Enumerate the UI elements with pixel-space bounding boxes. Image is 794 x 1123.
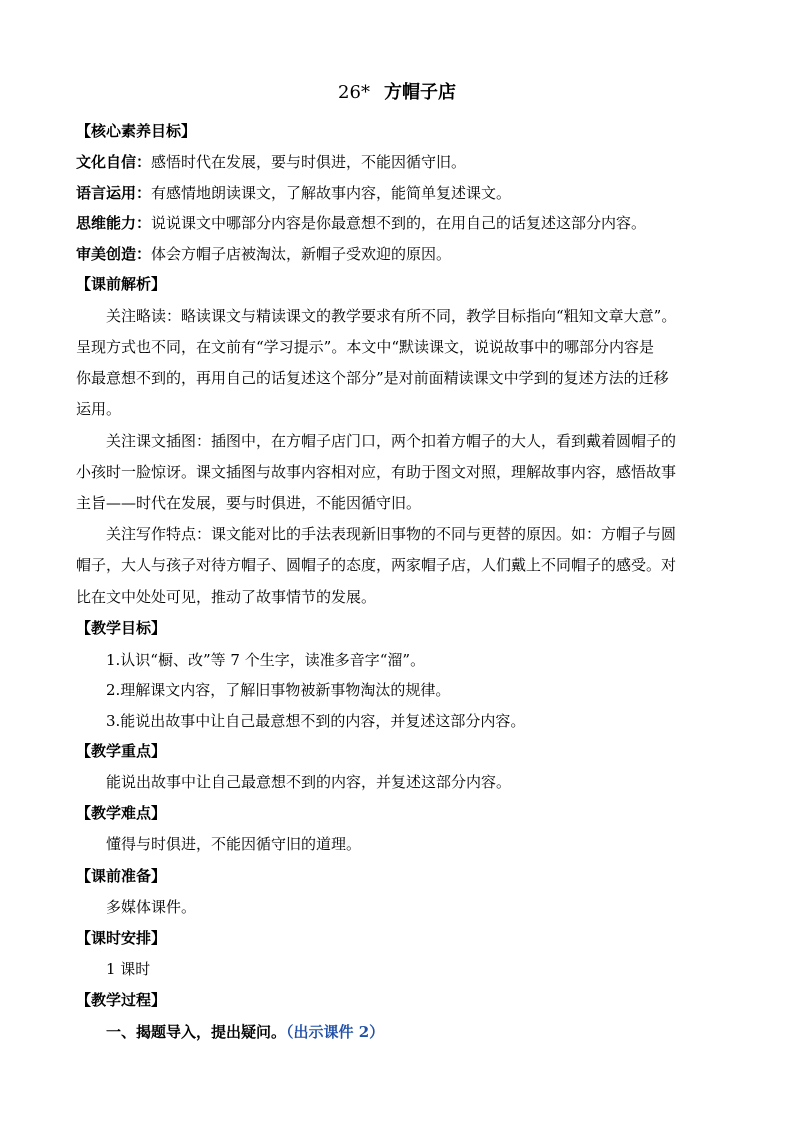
core-goal-label: 审美创造： — [76, 245, 152, 263]
core-goal-label: 文化自信： — [76, 153, 152, 171]
core-goal-item — [76, 213, 646, 233]
core-goal-text: 有感情地朗读课文，了解故事内容，能简单复述课文。 — [151, 184, 512, 202]
paragraph-line: 关注略读：略读课文与精读课文的教学要求有所不同，教学目标指向“粗知文章大意”。 — [106, 307, 677, 325]
paragraph-line: 帽子，大人与孩子对待方帽子、圆帽子的态度，两家帽子店，人们戴上不同帽子的感受。对 — [76, 556, 677, 574]
section-heading-key-points: 【教学重点】 — [76, 742, 167, 760]
core-goal-label: 语言运用： — [76, 184, 152, 202]
lesson-title-text: 方帽子店 — [383, 82, 456, 103]
process-step-title: 一、揭题导入，提出疑问。 — [106, 1023, 287, 1041]
section-heading-core-goals: 【核心素养目标】 — [76, 122, 197, 140]
core-goal-text: 感悟时代在发展，要与时俱进，不能因循守旧。 — [151, 153, 467, 171]
teaching-goal-item: 1.认识“橱、改”等 7 个生字，读准多音字“溜”。 — [106, 651, 426, 669]
difficulties-text: 懂得与时俱进，不能因循守旧的道理。 — [106, 835, 362, 853]
paragraph-line: 关注写作特点：课文能对比的手法表现新旧事物的不同与更替的原因。如：方帽子与圆 — [106, 525, 677, 543]
key-points-text: 能说出故事中让自己最意想不到的内容，并复述这部分内容。 — [106, 773, 512, 791]
section-heading-teaching-goals: 【教学目标】 — [76, 619, 167, 637]
section-heading-schedule: 【课时安排】 — [76, 929, 167, 947]
paragraph-line: 小孩时一脸惊讶。课文插图与故事内容相对应，有助于图文对照，理解故事内容，感悟故事 — [76, 463, 677, 481]
core-goal-item — [76, 244, 451, 264]
section-heading-difficulties: 【教学难点】 — [76, 804, 167, 822]
paragraph-line: 比在文中处处可见，推动了故事情节的发展。 — [76, 588, 377, 606]
process-step — [106, 1022, 384, 1042]
lesson-title — [0, 81, 794, 105]
teaching-goal-item: 3.能说出故事中让自己最意想不到的内容，并复述这部分内容。 — [106, 712, 526, 730]
core-goal-text: 体会方帽子店被淘汰，新帽子受欢迎的原因。 — [151, 245, 452, 263]
schedule-text: 1 课时 — [106, 960, 151, 978]
preparation-text: 多媒体课件。 — [106, 898, 197, 916]
paragraph-line: 运用。 — [76, 400, 122, 418]
core-goal-label: 思维能力： — [76, 214, 152, 232]
section-heading-preparation: 【课前准备】 — [76, 867, 167, 885]
core-goal-item — [76, 183, 511, 203]
paragraph-line: 主旨——时代在发展，要与时俱进，不能因循守旧。 — [76, 494, 422, 512]
section-heading-pre-analysis: 【课前解析】 — [76, 275, 167, 293]
section-heading-process: 【教学过程】 — [76, 991, 167, 1009]
paragraph-line: 关注课文插图：插图中，在方帽子店门口，两个扣着方帽子的大人，看到戴着圆帽子的 — [106, 432, 677, 450]
core-goal-item — [76, 152, 466, 172]
courseware-note: （出示课件 2） — [286, 1023, 385, 1041]
lesson-number: 26* — [338, 82, 370, 103]
teaching-goal-item: 2.理解课文内容，了解旧事物被新事物淘汰的规律。 — [106, 681, 451, 699]
core-goal-text: 说说课文中哪部分内容是你最意想不到的，在用自己的话复述这部分内容。 — [151, 214, 647, 232]
paragraph-line: 呈现方式也不同，在文前有“学习提示”。本文中“默读课文，说说故事中的哪部分内容是 — [76, 338, 655, 356]
paragraph-line: 你最意想不到的，再用自己的话复述这个部分”是对前面精读课文中学到的复述方法的迁移 — [76, 369, 669, 387]
